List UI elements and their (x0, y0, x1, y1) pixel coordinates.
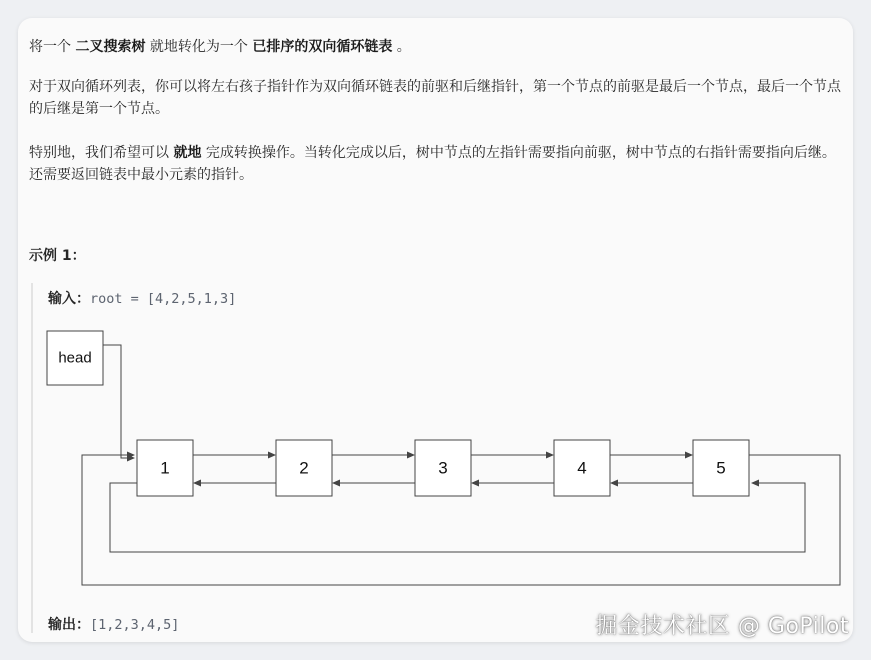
input-value: root = [4,2,5,1,3] (90, 291, 237, 307)
problem-paragraph-2: 对于双向循环列表，你可以将左右孩子指针作为双向循环链表的前驱和后继指针，第一个节点的前驱是最后一个节点，最后一个节点的后继是第一个节点。 (29, 79, 841, 117)
p1-middle: 就地转化为一个 (145, 39, 253, 55)
p3-prefix: 特别地，我们希望可以 (29, 145, 174, 161)
p3-bold-inplace: 就地 (173, 145, 202, 161)
example-title: 示例 1： (29, 248, 86, 264)
p1-suffix: 。 (392, 39, 411, 55)
head-pointer-arrow (103, 345, 134, 458)
list-node-label-1: 1 (160, 458, 170, 478)
output-label: 输出： (48, 617, 90, 633)
list-node-label-5: 5 (716, 458, 726, 478)
list-node-label-4: 4 (577, 458, 587, 478)
p3-suffix: 完成转换操作。当转化完成以后，树中节点的左指针需要指向前驱，树中节点的右指针需要指向后继。还需要返回链表中最小元素的指针。 (29, 145, 836, 183)
output-value: [1,2,3,4,5] (90, 617, 180, 633)
p1-bold-sorted-list: 已排序的双向循环链表 (252, 39, 393, 55)
head-label: head (58, 349, 92, 367)
watermark: 掘金技术社区 @ GoPilot (595, 614, 849, 639)
input-label: 输入： (48, 291, 90, 307)
list-node-label-3: 3 (438, 458, 448, 478)
p1-bold-bst: 二叉搜索树 (75, 39, 146, 55)
p1-prefix: 将一个 (29, 39, 76, 55)
list-node-label-2: 2 (299, 458, 309, 478)
